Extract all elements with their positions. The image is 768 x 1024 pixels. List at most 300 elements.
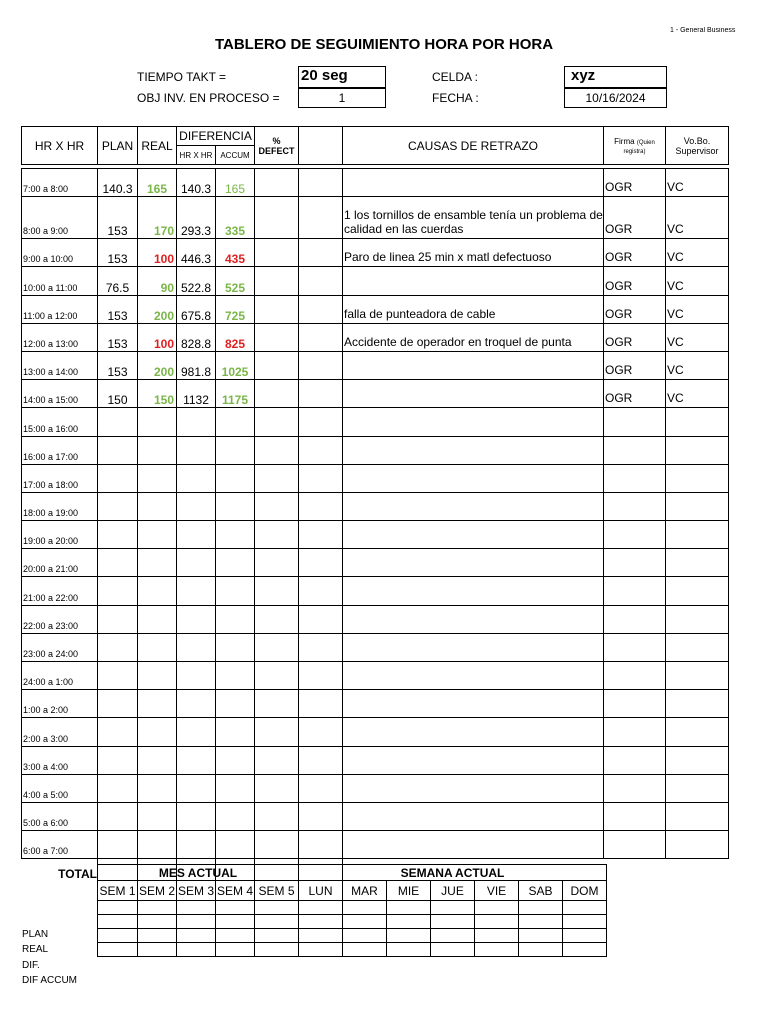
- row-dif-hr[interactable]: [177, 464, 216, 492]
- row-real[interactable]: [138, 802, 177, 830]
- row-dif-hr[interactable]: [177, 831, 216, 859]
- table-row: [22, 577, 729, 605]
- row-real[interactable]: 90: [138, 267, 177, 295]
- row-hour: 23:00 a 24:00: [22, 633, 98, 661]
- row-vobo[interactable]: VC: [666, 169, 729, 197]
- row-accum[interactable]: 725: [216, 295, 255, 323]
- row-hour: 4:00 a 5:00: [22, 774, 98, 802]
- row-dif-hr[interactable]: [177, 521, 216, 549]
- row-vobo[interactable]: [666, 605, 729, 633]
- row-accum[interactable]: 165: [216, 169, 255, 197]
- takt-value[interactable]: 20 seg: [298, 66, 386, 88]
- row-dif-hr[interactable]: 522.8: [177, 267, 216, 295]
- row-hour: 12:00 a 13:00: [22, 323, 98, 351]
- row-cause[interactable]: [343, 521, 604, 549]
- row-firma[interactable]: [604, 774, 666, 802]
- row-accum[interactable]: [216, 633, 255, 661]
- row-hour: 13:00 a 14:00: [22, 351, 98, 379]
- row-vobo[interactable]: [666, 802, 729, 830]
- table-row: [22, 197, 729, 239]
- row-real[interactable]: 200: [138, 295, 177, 323]
- summary-day-label: VIE: [475, 881, 519, 901]
- row-plan[interactable]: [98, 831, 138, 859]
- row-cause[interactable]: [343, 408, 604, 436]
- row-cause[interactable]: [343, 169, 604, 197]
- row-real[interactable]: [138, 633, 177, 661]
- row-cause[interactable]: [343, 464, 604, 492]
- row-vobo[interactable]: [666, 464, 729, 492]
- row-hour: 2:00 a 3:00: [22, 718, 98, 746]
- row-defect[interactable]: [255, 464, 299, 492]
- row-real[interactable]: 100: [138, 239, 177, 267]
- row-vobo[interactable]: [666, 577, 729, 605]
- cell-label: CELDA :: [432, 70, 479, 84]
- row-real[interactable]: [138, 662, 177, 690]
- row-firma[interactable]: [604, 746, 666, 774]
- row-firma[interactable]: [604, 662, 666, 690]
- row-dif-hr[interactable]: 1132: [177, 380, 216, 408]
- row-accum[interactable]: 1175: [216, 380, 255, 408]
- date-value[interactable]: 10/16/2024: [564, 88, 667, 108]
- row-blank[interactable]: [299, 774, 343, 802]
- row-real[interactable]: 165: [138, 169, 177, 197]
- row-firma[interactable]: [604, 831, 666, 859]
- row-defect[interactable]: [255, 633, 299, 661]
- wip-label: OBJ INV. EN PROCESO =: [137, 91, 280, 105]
- row-blank[interactable]: [299, 831, 343, 859]
- row-defect[interactable]: [255, 802, 299, 830]
- row-vobo[interactable]: [666, 718, 729, 746]
- row-blank[interactable]: [299, 549, 343, 577]
- row-plan[interactable]: 153: [98, 295, 138, 323]
- row-vobo[interactable]: [666, 662, 729, 690]
- row-blank[interactable]: [299, 577, 343, 605]
- row-accum[interactable]: [216, 464, 255, 492]
- row-defect[interactable]: [255, 521, 299, 549]
- vobo-line-1: Vo.Bo.: [683, 135, 711, 146]
- table-row: [22, 831, 729, 859]
- row-plan[interactable]: [98, 718, 138, 746]
- row-firma[interactable]: OGR: [604, 169, 666, 197]
- row-plan[interactable]: 76.5: [98, 267, 138, 295]
- row-cause[interactable]: [343, 267, 604, 295]
- month-header: MES ACTUAL: [98, 865, 299, 881]
- summary-label-plan: PLAN: [22, 929, 49, 940]
- row-plan[interactable]: [98, 774, 138, 802]
- row-plan[interactable]: 153: [98, 239, 138, 267]
- row-cause[interactable]: [343, 802, 604, 830]
- row-blank[interactable]: [299, 633, 343, 661]
- row-real[interactable]: [138, 492, 177, 520]
- row-defect[interactable]: [255, 323, 299, 351]
- row-firma[interactable]: OGR: [604, 380, 666, 408]
- vobo-line-2: Supervisor: [675, 145, 719, 156]
- row-accum[interactable]: [216, 802, 255, 830]
- table-row: [22, 436, 729, 464]
- table-row: [22, 690, 729, 718]
- row-firma[interactable]: OGR: [604, 239, 666, 267]
- table-row: [22, 492, 729, 520]
- row-defect[interactable]: [255, 380, 299, 408]
- row-firma[interactable]: OGR: [604, 323, 666, 351]
- row-real[interactable]: [138, 690, 177, 718]
- row-accum[interactable]: [216, 718, 255, 746]
- row-accum[interactable]: 825: [216, 323, 255, 351]
- row-plan[interactable]: [98, 605, 138, 633]
- row-accum[interactable]: 525: [216, 267, 255, 295]
- summary-day-label: MAR: [343, 881, 387, 901]
- row-real[interactable]: [138, 774, 177, 802]
- row-vobo[interactable]: [666, 746, 729, 774]
- row-accum[interactable]: [216, 436, 255, 464]
- row-blank[interactable]: [299, 239, 343, 267]
- row-plan[interactable]: [98, 802, 138, 830]
- row-plan[interactable]: [98, 464, 138, 492]
- row-firma[interactable]: OGR: [604, 295, 666, 323]
- row-hour: 6:00 a 7:00: [22, 831, 98, 859]
- row-vobo[interactable]: VC: [666, 197, 729, 239]
- row-defect[interactable]: [255, 662, 299, 690]
- row-blank[interactable]: [299, 718, 343, 746]
- row-plan[interactable]: [98, 521, 138, 549]
- row-firma[interactable]: OGR: [604, 351, 666, 379]
- row-cause[interactable]: 1 los tornillos de ensamble tenía un problema de calidad en las cuerdas: [343, 197, 604, 239]
- row-plan[interactable]: [98, 492, 138, 520]
- row-dif-hr[interactable]: [177, 746, 216, 774]
- row-defect[interactable]: [255, 267, 299, 295]
- row-vobo[interactable]: [666, 774, 729, 802]
- row-accum[interactable]: [216, 577, 255, 605]
- row-dif-hr[interactable]: [177, 549, 216, 577]
- summary-week-label: SEM 3: [177, 881, 216, 901]
- row-hour: 18:00 a 19:00: [22, 492, 98, 520]
- row-dif-hr[interactable]: 293.3: [177, 197, 216, 239]
- col-header-causes: CAUSAS DE RETRAZO: [343, 127, 604, 165]
- row-real[interactable]: [138, 605, 177, 633]
- row-dif-hr[interactable]: [177, 408, 216, 436]
- summary-week-label: SEM 2: [138, 881, 177, 901]
- summary-day-label: LUN: [299, 881, 343, 901]
- row-dif-hr[interactable]: [177, 802, 216, 830]
- table-row: [22, 718, 729, 746]
- row-cause[interactable]: [343, 774, 604, 802]
- row-blank[interactable]: [299, 323, 343, 351]
- col-header-diff-accum: ACCUM: [216, 146, 255, 165]
- row-plan[interactable]: 153: [98, 197, 138, 239]
- row-accum[interactable]: [216, 774, 255, 802]
- row-vobo[interactable]: [666, 831, 729, 859]
- table-row: [22, 169, 729, 197]
- row-defect[interactable]: [255, 492, 299, 520]
- row-vobo[interactable]: [666, 408, 729, 436]
- row-dif-hr[interactable]: 446.3: [177, 239, 216, 267]
- row-cause[interactable]: falla de punteadora de cable: [343, 295, 604, 323]
- row-defect[interactable]: [255, 718, 299, 746]
- row-cause[interactable]: Accidente de operador en troquel de punta: [343, 323, 604, 351]
- row-cause[interactable]: [343, 605, 604, 633]
- row-accum[interactable]: [216, 746, 255, 774]
- table-row: [22, 351, 729, 379]
- firma-label: Firma: [614, 136, 635, 146]
- row-plan[interactable]: 153: [98, 351, 138, 379]
- row-dif-hr[interactable]: [177, 605, 216, 633]
- table-row: [22, 802, 729, 830]
- col-header-plan: PLAN: [98, 127, 138, 165]
- row-accum[interactable]: [216, 605, 255, 633]
- summary-day-label: JUE: [431, 881, 475, 901]
- row-vobo[interactable]: VC: [666, 267, 729, 295]
- row-dif-hr[interactable]: 675.8: [177, 295, 216, 323]
- row-defect[interactable]: [255, 197, 299, 239]
- row-plan[interactable]: 150: [98, 380, 138, 408]
- row-blank[interactable]: [299, 746, 343, 774]
- row-real[interactable]: [138, 746, 177, 774]
- row-hour: 9:00 a 10:00: [22, 239, 98, 267]
- row-hour: 16:00 a 17:00: [22, 436, 98, 464]
- row-defect[interactable]: [255, 690, 299, 718]
- row-dif-hr[interactable]: [177, 436, 216, 464]
- row-firma[interactable]: [604, 408, 666, 436]
- row-vobo[interactable]: VC: [666, 323, 729, 351]
- row-accum[interactable]: 1025: [216, 351, 255, 379]
- row-hour: 5:00 a 6:00: [22, 802, 98, 830]
- row-firma[interactable]: [604, 464, 666, 492]
- row-firma[interactable]: [604, 549, 666, 577]
- row-defect[interactable]: [255, 351, 299, 379]
- row-cause[interactable]: [343, 549, 604, 577]
- row-plan[interactable]: [98, 436, 138, 464]
- col-header-firma: [604, 127, 666, 165]
- row-blank[interactable]: [299, 662, 343, 690]
- row-cause[interactable]: [343, 718, 604, 746]
- row-defect[interactable]: [255, 239, 299, 267]
- table-row: [22, 408, 729, 436]
- row-vobo[interactable]: [666, 549, 729, 577]
- row-blank[interactable]: [299, 408, 343, 436]
- row-cause[interactable]: [343, 492, 604, 520]
- row-defect[interactable]: [255, 549, 299, 577]
- row-defect[interactable]: [255, 169, 299, 197]
- row-defect[interactable]: [255, 408, 299, 436]
- row-blank[interactable]: [299, 169, 343, 197]
- row-dif-hr[interactable]: 828.8: [177, 323, 216, 351]
- row-real[interactable]: [138, 464, 177, 492]
- row-dif-hr[interactable]: [177, 662, 216, 690]
- row-plan[interactable]: [98, 577, 138, 605]
- row-firma[interactable]: [604, 521, 666, 549]
- table-row: [22, 380, 729, 408]
- row-firma[interactable]: [604, 492, 666, 520]
- row-defect[interactable]: [255, 605, 299, 633]
- table-row: [22, 633, 729, 661]
- row-real[interactable]: 150: [138, 380, 177, 408]
- classification-label: 1 - General Business: [670, 27, 736, 34]
- row-vobo[interactable]: VC: [666, 351, 729, 379]
- row-cause[interactable]: Paro de linea 25 min x matl defectuoso: [343, 239, 604, 267]
- col-header-real: REAL: [138, 127, 177, 165]
- row-defect[interactable]: [255, 831, 299, 859]
- row-real[interactable]: [138, 718, 177, 746]
- row-cause[interactable]: [343, 351, 604, 379]
- row-hour: 8:00 a 9:00: [22, 197, 98, 239]
- row-hour: 19:00 a 20:00: [22, 521, 98, 549]
- row-accum[interactable]: [216, 662, 255, 690]
- row-blank[interactable]: [299, 351, 343, 379]
- row-vobo[interactable]: [666, 492, 729, 520]
- summary-row-plan: [98, 901, 607, 915]
- row-hour: 1:00 a 2:00: [22, 690, 98, 718]
- row-dif-hr[interactable]: [177, 633, 216, 661]
- row-vobo[interactable]: [666, 521, 729, 549]
- row-hour: 17:00 a 18:00: [22, 464, 98, 492]
- row-blank[interactable]: [299, 197, 343, 239]
- row-real[interactable]: [138, 521, 177, 549]
- week-header: SEMANA ACTUAL: [299, 865, 607, 881]
- total-label: TOTAL: [22, 859, 98, 881]
- col-header-blank: [299, 127, 343, 165]
- row-firma[interactable]: [604, 718, 666, 746]
- row-plan[interactable]: 140.3: [98, 169, 138, 197]
- row-blank[interactable]: [299, 295, 343, 323]
- row-hour: 21:00 a 22:00: [22, 577, 98, 605]
- row-blank[interactable]: [299, 802, 343, 830]
- row-vobo[interactable]: VC: [666, 295, 729, 323]
- row-firma[interactable]: [604, 690, 666, 718]
- col-header-diff-hr: HR X HR: [177, 146, 216, 165]
- row-blank[interactable]: [299, 492, 343, 520]
- row-firma[interactable]: OGR: [604, 267, 666, 295]
- row-hour: 24:00 a 1:00: [22, 662, 98, 690]
- row-firma[interactable]: [604, 802, 666, 830]
- row-dif-hr[interactable]: 140.3: [177, 169, 216, 197]
- takt-label: TIEMPO TAKT =: [137, 70, 227, 84]
- row-defect[interactable]: [255, 774, 299, 802]
- row-real[interactable]: 170: [138, 197, 177, 239]
- row-real[interactable]: 100: [138, 323, 177, 351]
- col-header-hour: HR X HR: [22, 127, 98, 165]
- row-real[interactable]: [138, 436, 177, 464]
- row-real[interactable]: 200: [138, 351, 177, 379]
- row-firma[interactable]: [604, 436, 666, 464]
- row-accum[interactable]: [216, 408, 255, 436]
- table-row: [22, 464, 729, 492]
- row-accum[interactable]: [216, 690, 255, 718]
- row-blank[interactable]: [299, 380, 343, 408]
- row-blank[interactable]: [299, 464, 343, 492]
- row-hour: 3:00 a 4:00: [22, 746, 98, 774]
- row-real[interactable]: [138, 831, 177, 859]
- table-row: [22, 605, 729, 633]
- row-dif-hr[interactable]: [177, 718, 216, 746]
- row-real[interactable]: [138, 408, 177, 436]
- row-cause[interactable]: [343, 746, 604, 774]
- row-hour: 7:00 a 8:00: [22, 169, 98, 197]
- row-firma[interactable]: OGR: [604, 197, 666, 239]
- table-row: [22, 549, 729, 577]
- row-cause[interactable]: [343, 690, 604, 718]
- summary-label-dif: DIF.: [22, 960, 40, 971]
- row-hour: 15:00 a 16:00: [22, 408, 98, 436]
- row-accum[interactable]: [216, 549, 255, 577]
- row-plan[interactable]: [98, 746, 138, 774]
- row-accum[interactable]: 335: [216, 197, 255, 239]
- table-row: [22, 239, 729, 267]
- row-vobo[interactable]: [666, 690, 729, 718]
- summary-label-real: REAL: [22, 944, 49, 955]
- row-defect[interactable]: [255, 577, 299, 605]
- table-row: [22, 662, 729, 690]
- row-blank[interactable]: [299, 436, 343, 464]
- row-hour: 22:00 a 23:00: [22, 605, 98, 633]
- row-real[interactable]: [138, 577, 177, 605]
- row-cause[interactable]: [343, 577, 604, 605]
- table-row: [22, 267, 729, 295]
- row-cause[interactable]: [343, 633, 604, 661]
- row-accum[interactable]: [216, 492, 255, 520]
- firma-note: (Quien registra): [623, 139, 655, 155]
- row-defect[interactable]: [255, 436, 299, 464]
- summary-label-dif-accum: DIF ACCUM: [22, 975, 77, 986]
- row-dif-hr[interactable]: [177, 577, 216, 605]
- wip-value[interactable]: 1: [298, 88, 386, 108]
- row-dif-hr[interactable]: 981.8: [177, 351, 216, 379]
- row-vobo[interactable]: VC: [666, 239, 729, 267]
- row-dif-hr[interactable]: [177, 690, 216, 718]
- row-plan[interactable]: [98, 633, 138, 661]
- row-plan[interactable]: [98, 690, 138, 718]
- row-firma[interactable]: [604, 633, 666, 661]
- row-plan[interactable]: [98, 408, 138, 436]
- row-hour: 20:00 a 21:00: [22, 549, 98, 577]
- row-firma[interactable]: [604, 605, 666, 633]
- row-accum[interactable]: 435: [216, 239, 255, 267]
- cell-value[interactable]: xyz: [564, 66, 667, 88]
- row-blank[interactable]: [299, 267, 343, 295]
- row-accum[interactable]: [216, 521, 255, 549]
- row-real[interactable]: [138, 549, 177, 577]
- row-cause[interactable]: [343, 831, 604, 859]
- summary-day-label: MIE: [387, 881, 431, 901]
- row-hour: 10:00 a 11:00: [22, 267, 98, 295]
- col-header-defect: % DEFECT: [255, 127, 299, 165]
- row-defect[interactable]: [255, 746, 299, 774]
- row-firma[interactable]: [604, 577, 666, 605]
- row-dif-hr[interactable]: [177, 492, 216, 520]
- row-cause[interactable]: [343, 380, 604, 408]
- table-row: [22, 774, 729, 802]
- row-vobo[interactable]: VC: [666, 380, 729, 408]
- row-blank[interactable]: [299, 605, 343, 633]
- row-cause[interactable]: [343, 436, 604, 464]
- row-blank[interactable]: [299, 521, 343, 549]
- summary-row-dif: [98, 929, 607, 943]
- row-accum[interactable]: [216, 831, 255, 859]
- row-defect[interactable]: [255, 295, 299, 323]
- row-plan[interactable]: 153: [98, 323, 138, 351]
- col-header-diff: DIFERENCIA: [177, 127, 255, 146]
- row-hour: 14:00 a 15:00: [22, 380, 98, 408]
- row-plan[interactable]: [98, 549, 138, 577]
- row-vobo[interactable]: [666, 436, 729, 464]
- summary-week-label: SEM 4: [216, 881, 255, 901]
- summary-row-dif-accum: [98, 943, 607, 957]
- row-cause[interactable]: [343, 662, 604, 690]
- row-blank[interactable]: [299, 690, 343, 718]
- summary-week-label: SEM 1: [98, 881, 138, 901]
- row-vobo[interactable]: [666, 633, 729, 661]
- row-plan[interactable]: [98, 662, 138, 690]
- row-dif-hr[interactable]: [177, 774, 216, 802]
